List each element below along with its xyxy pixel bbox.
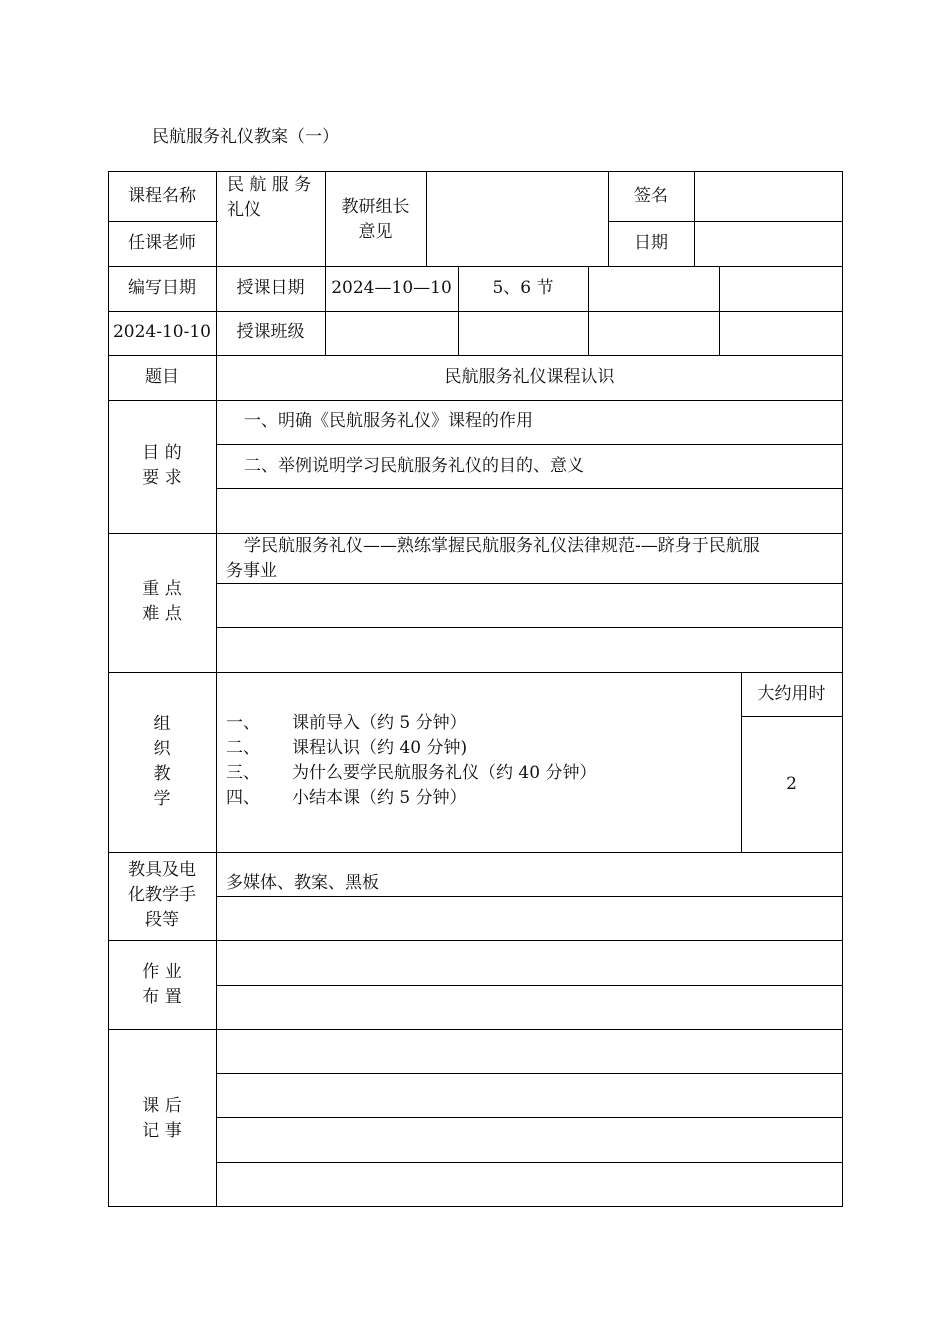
goal-item: 一、明确《民航服务礼仪》课程的作用	[244, 411, 533, 431]
row-line	[608, 221, 843, 222]
row-line	[108, 400, 843, 401]
notes-label-line2: 记 事	[142, 1121, 182, 1141]
row-line	[108, 672, 843, 673]
tools-label-line: 教具及电	[128, 860, 196, 880]
tools-value: 多媒体、教案、黑板	[226, 873, 379, 893]
list-item	[226, 761, 596, 786]
teach-date-label: 授课日期	[236, 278, 305, 298]
course-name-value-line2: 礼仪	[227, 200, 261, 220]
list-item	[226, 786, 596, 811]
tools-label-line: 段等	[145, 910, 179, 930]
teacher-label: 任课老师	[128, 233, 196, 253]
organization-label-char: 组	[153, 714, 171, 734]
col-line	[694, 171, 695, 267]
topic-value: 民航服务礼仪课程认识	[444, 367, 615, 387]
organization-steps	[226, 711, 596, 811]
compile-date-label: 编写日期	[128, 278, 196, 298]
after-class-notes-label	[108, 1094, 216, 1144]
tools-label	[108, 858, 216, 933]
row-line	[741, 716, 843, 717]
table-border-right	[842, 171, 843, 1207]
row-line	[216, 627, 843, 628]
step-number: 三、	[226, 763, 260, 783]
notes-label-line1: 课 后	[142, 1096, 182, 1116]
row-line	[216, 985, 843, 986]
list-item	[226, 711, 596, 736]
step-text: 小结本课（约 5 分钟）	[292, 788, 467, 808]
row-line	[216, 1117, 843, 1118]
col-line	[719, 266, 720, 356]
review-label-line2: 意见	[358, 222, 393, 242]
row-line	[108, 221, 218, 222]
signature-label: 签名	[634, 186, 668, 206]
row-line	[216, 896, 843, 897]
homework-label-line2: 布 置	[142, 987, 182, 1007]
step-text: 课前导入（约 5 分钟）	[292, 713, 467, 733]
organization-label	[108, 712, 216, 812]
row-line	[216, 444, 843, 445]
goal-item: 二、举例说明学习民航服务礼仪的目的、意义	[244, 456, 584, 476]
step-text: 为什么要学民航服务礼仪（约 40 分钟）	[292, 763, 597, 783]
time-value: 2	[786, 774, 797, 794]
row-line	[108, 1029, 843, 1030]
periods-value: 5、6 节	[492, 278, 554, 298]
document-title: 民航服务礼仪教案（一）	[152, 127, 339, 147]
key-label-line1: 重 点	[142, 579, 182, 599]
col-line	[588, 266, 589, 356]
row-line	[216, 488, 843, 489]
homework-label	[108, 960, 216, 1010]
row-line	[216, 1162, 843, 1163]
list-item	[226, 736, 596, 761]
row-line	[108, 355, 843, 356]
table-border-top	[108, 171, 843, 172]
row-line	[216, 1073, 843, 1074]
course-name-value-line1: 民 航 服 务	[227, 175, 312, 195]
table-border-bottom	[108, 1206, 843, 1207]
key-label-line2: 难 点	[142, 604, 182, 624]
time-label: 大约用时	[757, 684, 826, 704]
course-name-label: 课程名称	[128, 186, 196, 206]
date-label: 日期	[634, 233, 668, 253]
step-text: 课程认识（约 40 分钟)	[292, 738, 468, 758]
col-line	[426, 171, 427, 267]
row-line	[216, 583, 843, 584]
organization-label-char: 学	[153, 789, 171, 809]
goal-label-line2: 要 求	[142, 468, 182, 488]
goal-label-line1: 目 的	[142, 443, 182, 463]
topic-label: 题目	[145, 367, 179, 387]
tools-label-line: 化教学手	[128, 885, 196, 905]
key-points-label	[108, 577, 216, 627]
compile-date-value: 2024-10-10	[112, 322, 211, 342]
organization-label-char: 教	[153, 764, 171, 784]
step-number: 一、	[226, 713, 260, 733]
key-points-text-line2: 务事业	[226, 561, 277, 581]
review-label-line1: 教研组长	[341, 197, 410, 217]
row-line	[108, 852, 843, 853]
row-line	[108, 940, 843, 941]
row-line	[108, 311, 843, 312]
teach-date-value: 2024—10—10	[331, 278, 452, 298]
step-number: 二、	[226, 738, 260, 758]
organization-label-char: 织	[153, 739, 171, 759]
homework-label-line1: 作 业	[142, 962, 182, 982]
goal-label	[108, 441, 216, 491]
row-line	[108, 266, 843, 267]
step-number: 四、	[226, 788, 260, 808]
class-label: 授课班级	[236, 322, 305, 342]
key-points-text-line1: 学民航服务礼仪——熟练掌握民航服务礼仪法律规范-—跻身于民航服	[244, 536, 760, 556]
